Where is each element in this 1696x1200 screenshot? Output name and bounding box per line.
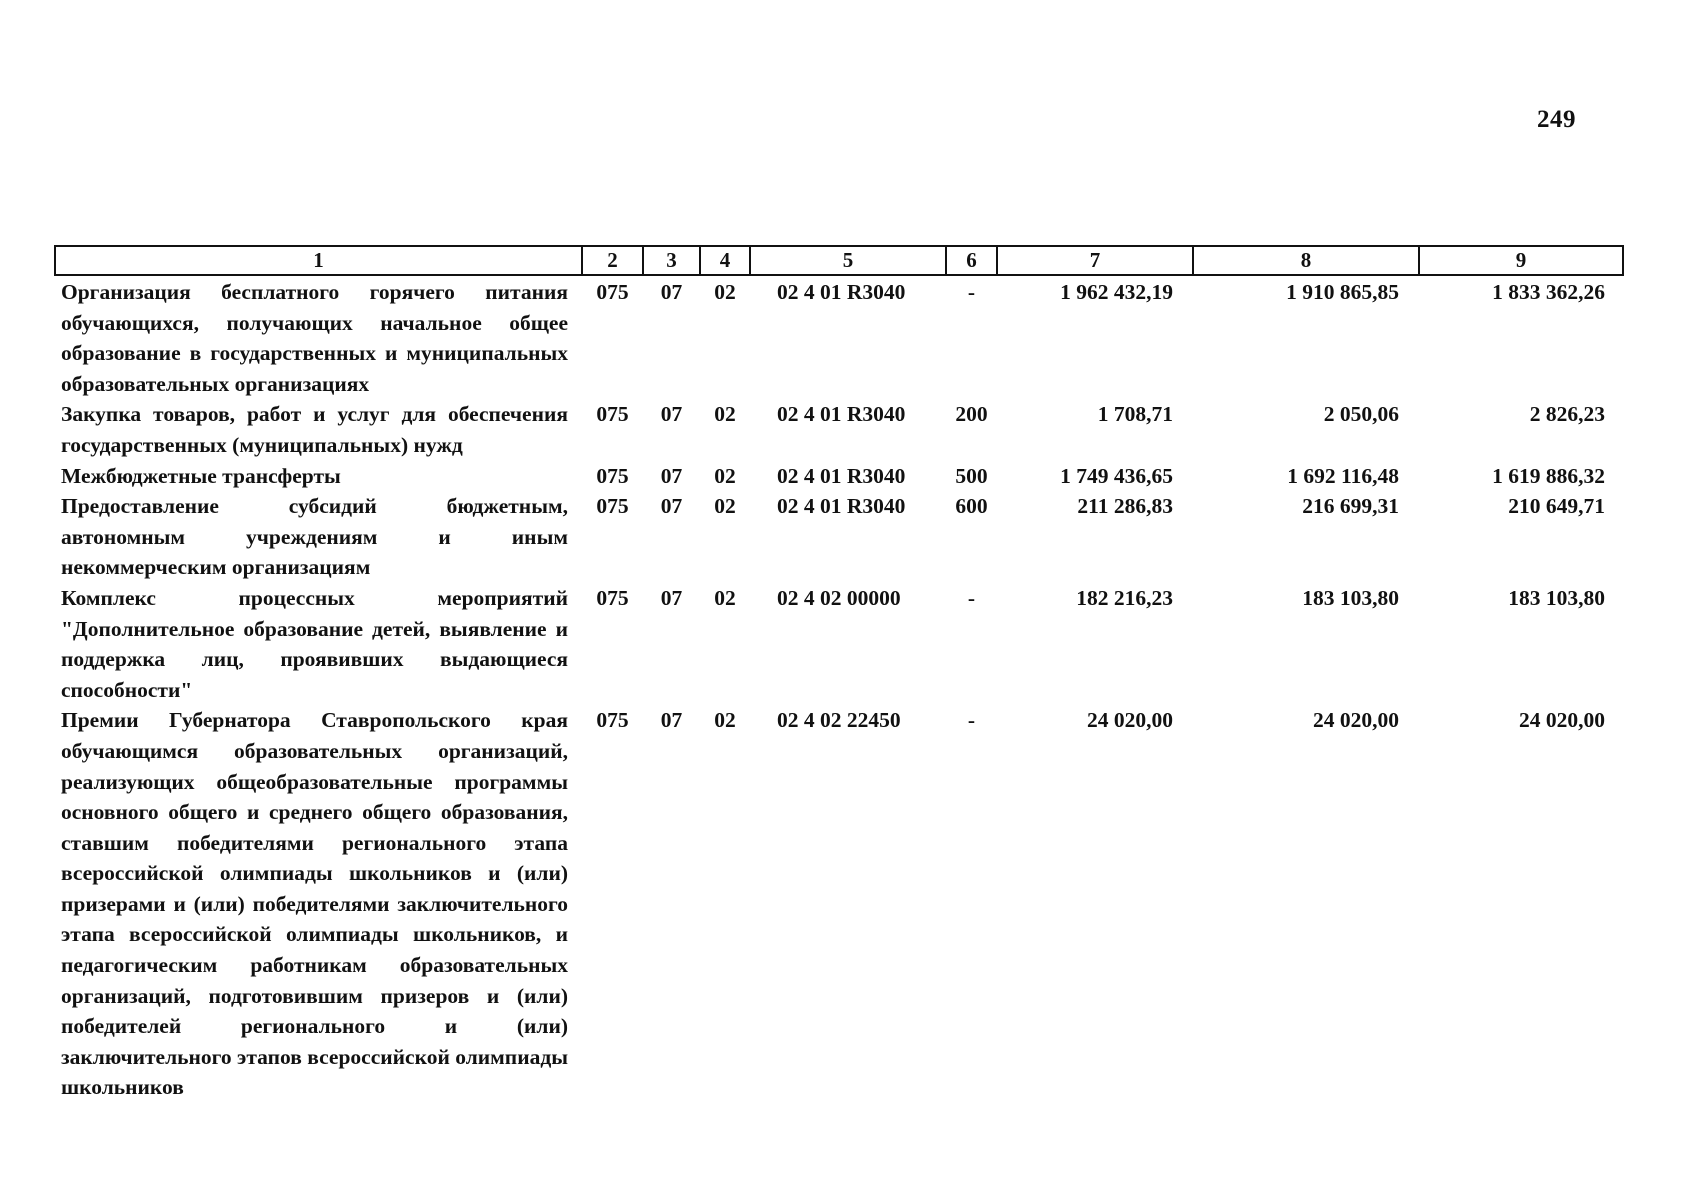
amount-col9-cell: 24 020,00 — [1519, 708, 1605, 733]
subsection-code-cell: 02 — [714, 402, 736, 427]
column-header: 8 — [1193, 246, 1419, 275]
table-row — [55, 583, 1623, 705]
expense-type-cell: - — [967, 708, 976, 733]
row-name-cell: Закупка товаров, работ и услуг для обеспечения государственных (муниципальных) нужд — [61, 402, 568, 457]
ministry-code-cell: 075 — [596, 708, 629, 733]
section-code-cell: 07 — [660, 708, 683, 733]
amount-col7-cell: 24 020,00 — [1087, 708, 1173, 733]
subsection-code-cell: 02 — [714, 708, 736, 733]
table-row — [55, 275, 1623, 399]
amount-col8-cell: 2 050,06 — [1323, 402, 1399, 427]
column-header: 4 — [700, 246, 750, 275]
amount-col8-cell: 24 020,00 — [1313, 708, 1399, 733]
column-header: 6 — [946, 246, 997, 275]
section-code-cell: 07 — [660, 463, 683, 488]
amount-col9-cell: 183 103,80 — [1508, 585, 1605, 610]
section-code-cell: 07 — [660, 402, 683, 427]
column-header: 2 — [582, 246, 643, 275]
row-name-cell: Премии Губернатора Ставропольского края обучающимся образовательных организаций, реализующих общеобразовательные программы основного общего и среднего общего образования, ставшим победителями регионального этапа всероссийской олимпиады школьников и (или) призерами и (или) победителями заключительного этапа всероссийской олимпиады школьников, и педагогическим работникам образовательных организаций, подготовившим призеров и (или) победителей регионального и (или) заключительного этапов всероссийской олимпиады школьников — [61, 708, 568, 1100]
ministry-code-cell: 075 — [596, 402, 629, 427]
target-article-cell: 02 4 01 R3040 — [777, 463, 906, 488]
table-row — [55, 461, 1623, 492]
subsection-code-cell: 02 — [714, 585, 736, 610]
ministry-code-cell: 075 — [596, 585, 629, 610]
amount-col7-cell: 211 286,83 — [1077, 494, 1173, 519]
amount-col7-cell: 1 962 432,19 — [1060, 280, 1173, 304]
page-number: 249 — [1537, 106, 1576, 133]
amount-col9-cell: 210 649,71 — [1508, 494, 1605, 519]
amount-col8-cell: 216 699,31 — [1302, 494, 1399, 519]
section-code-cell: 07 — [660, 585, 683, 610]
amount-col8-cell: 1 910 865,85 — [1286, 280, 1399, 304]
amount-col7-cell: 182 216,23 — [1076, 585, 1173, 610]
column-header: 5 — [750, 246, 946, 275]
amount-col9-cell: 2 826,23 — [1529, 402, 1605, 427]
column-header: 3 — [643, 246, 700, 275]
subsection-code-cell: 02 — [714, 463, 736, 488]
ministry-code-cell: 075 — [596, 463, 629, 488]
row-name-cell: Межбюджетные трансферты — [61, 463, 341, 488]
amount-col9-cell: 1 619 886,32 — [1492, 463, 1605, 488]
table-header-row — [55, 246, 1623, 275]
ministry-code-cell: 075 — [596, 280, 629, 304]
ministry-code-cell: 075 — [596, 494, 629, 519]
budget-table — [54, 245, 1624, 1103]
row-name-cell: Предоставление субсидий бюджетным, автономным учреждениям и иным некоммерческим организациям — [61, 494, 568, 580]
amount-col9-cell: 1 833 362,26 — [1492, 280, 1605, 304]
section-code-cell: 07 — [660, 280, 683, 304]
expense-type-cell: 500 — [955, 463, 988, 488]
amount-col8-cell: 1 692 116,48 — [1287, 463, 1399, 488]
amount-col7-cell: 1 749 436,65 — [1060, 463, 1173, 488]
expense-type-cell: 200 — [955, 402, 988, 427]
table-row — [55, 491, 1623, 583]
expense-type-cell: 600 — [955, 494, 988, 519]
row-name-cell: Организация бесплатного горячего питания обучающихся, получающих начальное общее образование в государственных и муниципальных образовательных организациях — [61, 280, 568, 396]
column-header: 1 — [55, 246, 582, 275]
expense-type-cell: - — [967, 280, 976, 304]
target-article-cell: 02 4 02 00000 — [777, 585, 901, 610]
table-row — [55, 705, 1623, 1103]
table-row — [55, 399, 1623, 460]
amount-col7-cell: 1 708,71 — [1097, 402, 1173, 427]
subsection-code-cell: 02 — [714, 280, 736, 304]
section-code-cell: 07 — [660, 494, 683, 519]
column-header: 9 — [1419, 246, 1623, 275]
target-article-cell: 02 4 02 22450 — [777, 708, 901, 733]
target-article-cell: 02 4 01 R3040 — [777, 402, 906, 427]
target-article-cell: 02 4 01 R3040 — [777, 280, 906, 304]
target-article-cell: 02 4 01 R3040 — [777, 494, 906, 519]
expense-type-cell: - — [967, 585, 976, 610]
amount-col8-cell: 183 103,80 — [1302, 585, 1399, 610]
subsection-code-cell: 02 — [714, 494, 736, 519]
row-name-cell: Комплекс процессных мероприятий "Дополнительное образование детей, выявление и поддержка лиц, проявивших выдающиеся способности" — [61, 585, 568, 702]
column-header: 7 — [997, 246, 1193, 275]
